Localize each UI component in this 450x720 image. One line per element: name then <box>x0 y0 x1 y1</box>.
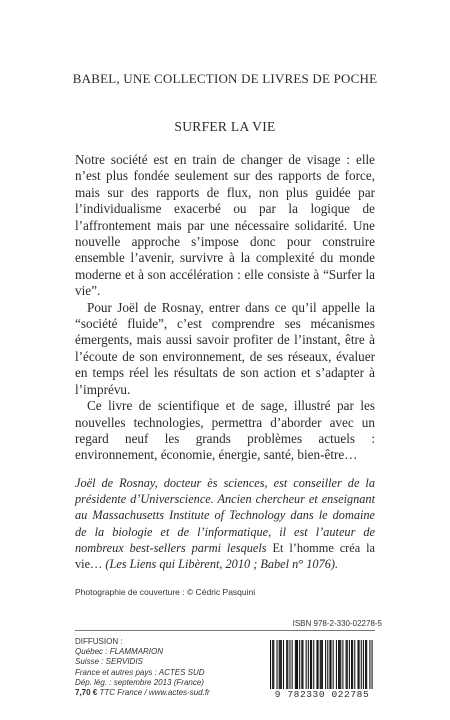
author-bio-publisher: (Les Liens qui Libèrent, 2010 ; Babel n° 1076). <box>105 557 339 572</box>
price-line <box>75 688 235 698</box>
distribution-suisse: Suisse : SERVIDIS <box>75 657 143 667</box>
back-cover-blurb <box>75 152 375 464</box>
photo-credit: Photographie de couverture : © Cédric Pasquini <box>75 587 256 597</box>
distribution-label: DIFFUSION : <box>75 637 123 646</box>
isbn: ISBN 978-2-330-02278-5 <box>292 619 382 628</box>
divider <box>75 630 375 631</box>
blurb-paragraph-3: Ce livre de scientifique et de sage, illustré par les nouvelles technologies, permettra d’aborder avec un regard neuf les grands problèmes actuels : environnement, économie, énergie, santé, bien-être… <box>75 398 375 463</box>
distribution-france: France et autres pays : ACTES SUD <box>75 667 205 677</box>
distribution-quebec: Québec : FLAMMARION <box>75 647 164 657</box>
barcode-digits: 9 782330 022785 <box>262 689 382 700</box>
book-title: SURFER LA VIE <box>174 119 276 134</box>
distribution-block <box>75 637 235 698</box>
series-line: BABEL, UNE COLLECTION DE LIVRES DE POCHE <box>72 71 378 86</box>
author-bio-italic: Joël de Rosnay, docteur ès sciences, est conseiller de la présidente d’Universcience. Ancien chercheur et enseignant au Massachusetts Institute of Technology dans le domaine de la biologie et de l’informatique, il est l’auteur de nombreux best-sellers parmi lesquels <box>75 476 375 555</box>
barcode-bars <box>262 640 382 692</box>
blurb-paragraph-1: Notre société est en train de changer de visage : elle n’est plus fondée seulement sur des rapports de force, mais sur des rapports de flux, non plus guidée par l’individualisme exacerbé ou par la logique de l’affrontement mais par une nécessaire solidarité. Une nouvelle approche s’impose donc pour construire ensemble l’avenir, survivre à la complexité du monde moderne et à son accélération : elle consiste à “Surfer la vie”. <box>75 152 375 299</box>
author-bio-book-title: Et l’homme créa la vie… <box>75 540 375 572</box>
legal-deposit: Dép. lég. : septembre 2013 (France) <box>75 677 204 687</box>
blurb-paragraph-2: Pour Joël de Rosnay, entrer dans ce qu’il appelle la “société fluide”, c’est comprendre ses mécanismes émergents, mais aussi savoir profiter de l’instant, être à l’écoute de son environnement, de ses réseaux, évaluer en temps réel les résultats de son action et s’adapter à l’imprévu. <box>75 299 375 397</box>
price-details: TTC France / www.actes-sud.fr <box>97 688 210 698</box>
author-bio <box>75 475 375 572</box>
price: 7,70 € <box>75 688 98 698</box>
